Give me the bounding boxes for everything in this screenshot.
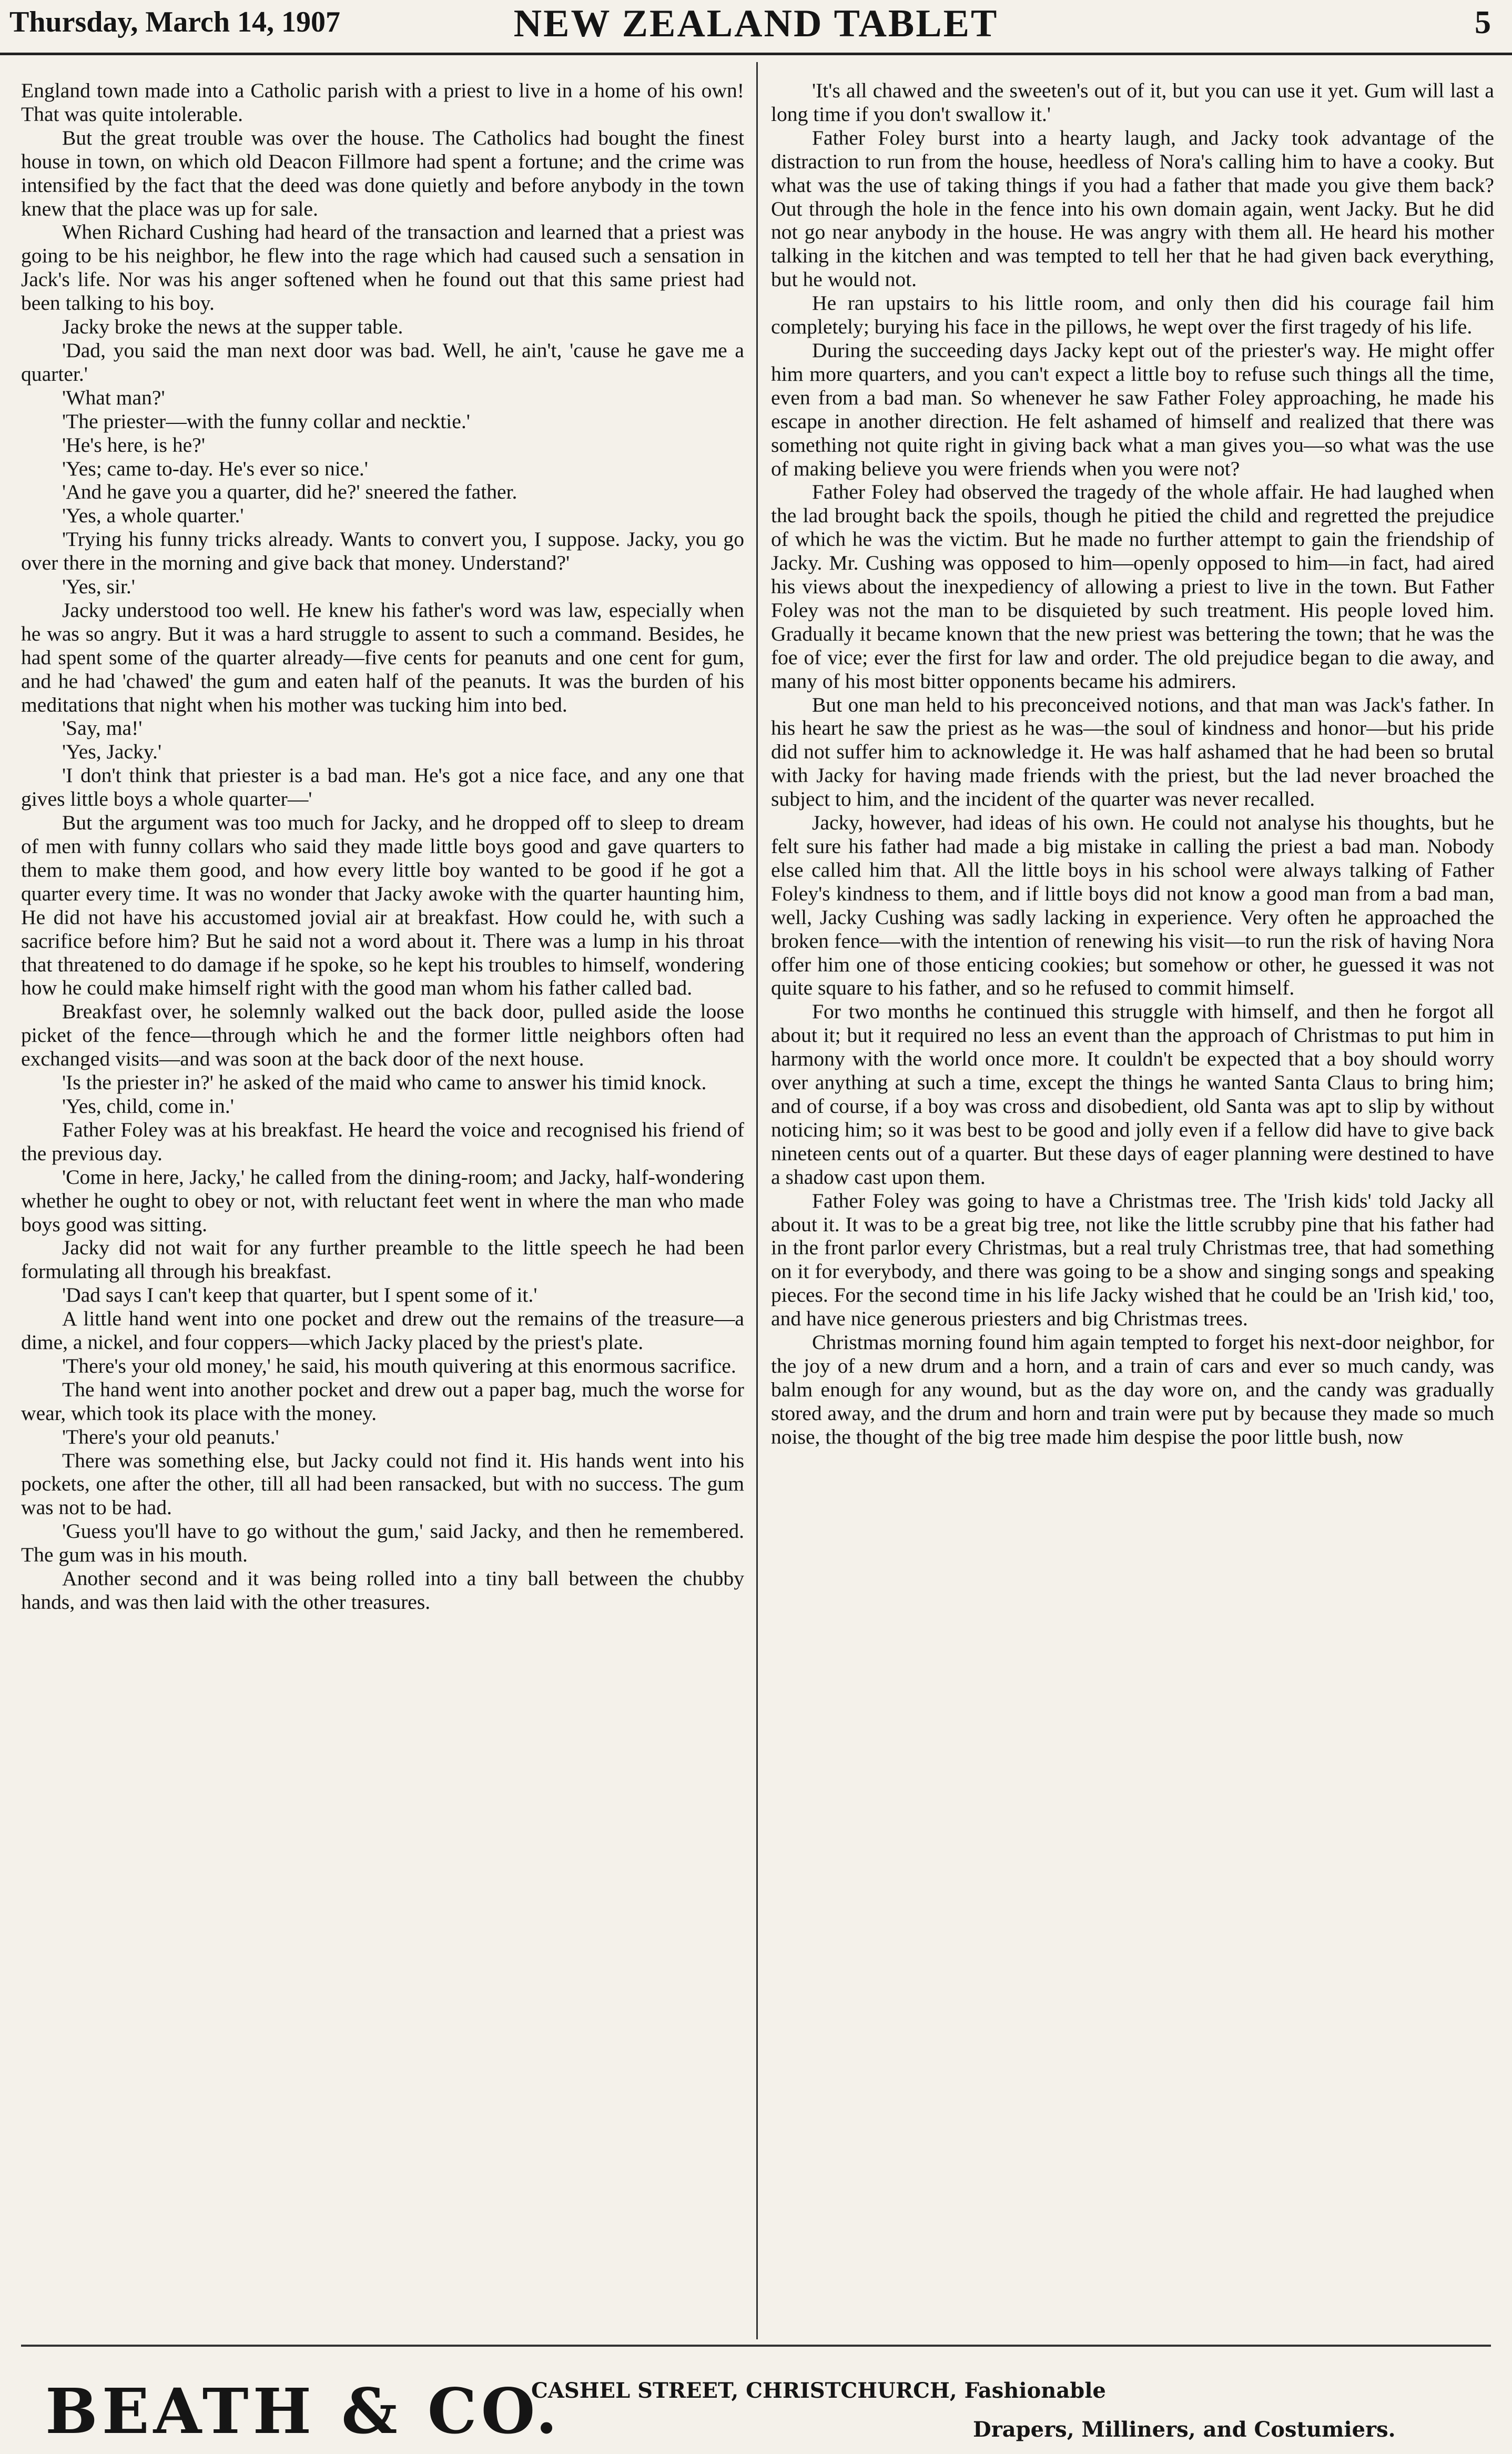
paragraph: 'Yes, Jacky.' <box>62 740 162 764</box>
paragraph: 'The priester—with the funny collar and necktie.' <box>62 409 470 433</box>
advertiser-name: BEATH & CO. <box>45 2375 562 2448</box>
column-divider <box>756 62 758 2339</box>
paragraph: Jacky understood too well. He knew his father's word was law, especially when he was so angry. But it was a hard struggle to assent to such a command. Besides, he had spent some of the quarter already—five cents for peanuts and one cent for gum, and he had 'chawed' the gum and eaten half of the peanuts. It was the burden of his meditations that night when his mother was tucking him into bed. <box>21 598 744 716</box>
paragraph: When Richard Cushing had heard of the transaction and learned that a priest was going to be his neighbor, he flew into the rage which had caused such a sensation in Jack's life. Nor was his anger softened when he found out that this same priest had been talking to his boy. <box>21 220 744 315</box>
paragraph: Father Foley was going to have a Christmas tree. The 'Irish kids' told Jacky all about it. It was to be a great big tree, not like the little scrubby pine that his father had in the front parlor every Christmas, but a real truly Christmas tree, that had something on it for everybody, and there was going to be a show and singing songs and speaking pieces. For the second time in his life Jacky wished that he could be an 'Irish kid,' too, and have nice generous priesters and big Christmas trees. <box>771 1189 1494 1331</box>
left-column <box>21 79 744 2326</box>
paragraph: 'There's your old peanuts.' <box>62 1425 279 1448</box>
paragraph: 'Yes, sir.' <box>62 575 135 599</box>
paragraph: 'It's all chawed and the sweeten's out of it, but you can use it yet. Gum will last a long time if you don't swallow it.' <box>771 79 1494 126</box>
paragraph: Jacky broke the news at the supper table. <box>62 315 403 339</box>
footer-divider <box>21 2345 1491 2347</box>
advertiser-trades: Drapers, Milliners, and Costumiers. <box>973 2417 1396 2442</box>
right-column <box>771 79 1494 2326</box>
paragraph: 'He's here, is he?' <box>62 433 205 457</box>
paragraph: Christmas morning found him again tempted to forget his next-door neighbor, for the joy of a new drum and a horn, and a train of cars and ever so much candy, was balm enough for any wound, but as the day wore on, and the candy was gradually stored away, and the drum and horn and train were put by because they made so much noise, the thought of the big tree made him despise the poor little bush, now <box>771 1331 1494 1448</box>
paragraph: 'Come in here, Jacky,' he called from the dining-room; and Jacky, half-wondering whether he ought to obey or not, with reluctant feet went in where the man who made boys good was sitting. <box>21 1165 744 1236</box>
paragraph: A little hand went into one pocket and drew out the remains of the treasure—a dime, a nickel, and four coppers—which Jacky placed by the priest's plate. <box>21 1307 744 1354</box>
paragraph: Breakfast over, he solemnly walked out the back door, pulled aside the loose picket of the fence—through which he and the former little neighbors often had exchanged visits—and was soon at the back door of the next house. <box>21 1000 744 1071</box>
paragraph: Father Foley was at his breakfast. He heard the voice and recognised his friend of the previous day. <box>21 1118 744 1165</box>
advertiser-address: CASHEL STREET, CHRISTCHURCH, Fashionable <box>531 2378 1106 2403</box>
paragraph: 'Say, ma!' <box>62 716 143 740</box>
paragraph: 'What man?' <box>62 386 165 409</box>
paragraph: 'Guess you'll have to go without the gum,' said Jacky, and then he remembered. The gum was in his mouth. <box>21 1519 744 1567</box>
paragraph: 'There's your old money,' he said, his mouth quivering at this enormous sacrifice. <box>62 1354 736 1377</box>
paragraph: 'Dad, you said the man next door was bad. Well, he ain't, 'cause he gave me a quarter.' <box>21 338 744 386</box>
paragraph: 'Is the priester in?' he asked of the maid who came to answer his timid knock. <box>62 1071 707 1094</box>
paragraph: 'Dad says I can't keep that quarter, but I spent some of it.' <box>62 1283 537 1307</box>
issue-date: Thursday, March 14, 1907 <box>9 6 341 38</box>
paragraph: There was something else, but Jacky could not find it. His hands went into his pockets, one after the other, till all had been ransacked, but with no success. The gum was not to be had. <box>21 1448 744 1519</box>
page-header <box>0 0 1512 55</box>
paragraph: Jacky did not wait for any further preamble to the little speech he had been formulating all through his breakfast. <box>21 1236 744 1283</box>
paragraph: 'Yes, child, come in.' <box>62 1094 234 1118</box>
paragraph: The hand went into another pocket and drew out a paper bag, much the worse for wear, which took its place with the money. <box>21 1377 744 1425</box>
paragraph: 'Yes, a whole quarter.' <box>62 504 244 528</box>
paragraph: But one man held to his preconceived notions, and that man was Jack's father. In his heart he saw the priest as he was—the soul of kindness and honor—but his pride did not suffer him to acknowledge it. He was half ashamed that he had been so brutal with Jacky for having made friends with the priest, but the lad never broached the subject to him, and the incident of the quarter was never recalled. <box>771 693 1494 811</box>
paragraph: During the succeeding days Jacky kept out of the priester's way. He might offer him more quarters, and you can't expect a little boy to refuse such things all the time, even from a bad man. So whenever he saw Father Foley approaching, he made his escape in another direction. He felt ashamed of himself and realized that there was something not quite right in giving back what a man gives you—so what was the use of making believe you were friends when you were not? <box>771 338 1494 480</box>
paragraph: For two months he continued this struggle with himself, and then he forgot all about it; but it required no less an event than the approach of Christmas to put him in harmony with the world once more. It couldn't be expected that a boy should worry over anything at such a time, except the things he wanted Santa Claus to bring him; and of course, if a boy was cross and disobedient, old Santa was apt to slip by without noticing him; so it was best to be good and jolly even if a fellow did have to give back nineteen cents out of a quarter. But these days of eager planning were destined to have a shadow cast upon them. <box>771 1000 1494 1189</box>
paragraph: He ran upstairs to his little room, and only then did his courage fail him completely; burying his face in the pillows, he wept over the first tragedy of his life. <box>771 291 1494 339</box>
paragraph: 'I don't think that priester is a bad man. He's got a nice face, and any one that gives little boys a whole quarter—' <box>21 764 744 811</box>
paragraph: Jacky, however, had ideas of his own. He could not analyse his thoughts, but he felt sure his father had made a big mistake in calling the priest a bad man. Nobody else called him that. All the little boys in his school were always talking of Father Foley's kindness to them, and if little boys did not know a good man from a bad man, well, Jacky Cushing was sadly lacking in experience. Very often he approached the broken fence—with the intention of renewing his visit—to run the risk of having Nora offer him one of those enticing cookies; but somehow or other, he guessed it was not quite square to his father, and so he refused to commit himself. <box>771 811 1494 1000</box>
paragraph: But the great trouble was over the house. The Catholics had bought the finest house in town, on which old Deacon Fillmore had spent a fortune; and the crime was intensified by the fact that the deed was done quietly and before anybody in the town knew that the place was up for sale. <box>21 126 744 220</box>
paragraph: Father Foley burst into a hearty laugh, and Jacky took advantage of the distraction to run from the house, heedless of Nora's calling him to have a cooky. But what was the use of taking things if you had a father that made you give them back? Out through the hole in the fence into his own domain again, went Jacky. But he did not go near anybody in the house. He was angry with them all. He heard his mother talking in the kitchen and was tempted to tell her that he had given back everything, but he would not. <box>771 126 1494 291</box>
paragraph: England town made into a Catholic parish with a priest to live in a home of his own! That was quite intolerable. <box>21 79 744 126</box>
paragraph: Another second and it was being rolled into a tiny ball between the chubby hands, and was then laid with the other treasures. <box>21 1567 744 1614</box>
masthead-title: NEW ZEALAND TABLET <box>513 2 999 45</box>
paragraph: 'Yes; came to-day. He's ever so nice.' <box>62 457 368 480</box>
paragraph: 'Trying his funny tricks already. Wants to convert you, I suppose. Jacky, you go over there in the morning and give back that money. Understand?' <box>21 528 744 575</box>
paragraph: But the argument was too much for Jacky, and he dropped off to sleep to dream of men with funny collars who said they made little boys good and gave quarters to them to make them good, and how every little boy wanted to be good if he got a quarter every time. It was no wonder that Jacky awoke with the quarter haunting him, He did not have his accustomed jovial air at breakfast. How could he, with such a sacrifice before him? But he said not a word about it. There was a lump in his throat that threatened to do damage if he spoke, so he kept his troubles to himself, wondering how he could make himself right with the good man whom his father called bad. <box>21 811 744 1000</box>
paragraph: 'And he gave you a quarter, did he?' sneered the father. <box>62 480 517 504</box>
page-number: 5 <box>1475 5 1491 40</box>
paragraph: Father Foley had observed the tragedy of the whole affair. He had laughed when the lad brought back the spoils, though he pitied the child and regretted the prejudice of which he was the victim. But he made no further attempt to gain the friendship of Jacky. Mr. Cushing was opposed to him—openly opposed to him—in fact, had aired his views about the inexpediency of allowing a priest to live in the town. But Father Foley was not the man to be disquieted by such treatment. His people loved him. Gradually it became known that the new priest was bettering the town; that he was the foe of vice; ever the first for law and order. The old prejudice began to die away, and many of his most bitter opponents became his admirers. <box>771 480 1494 693</box>
